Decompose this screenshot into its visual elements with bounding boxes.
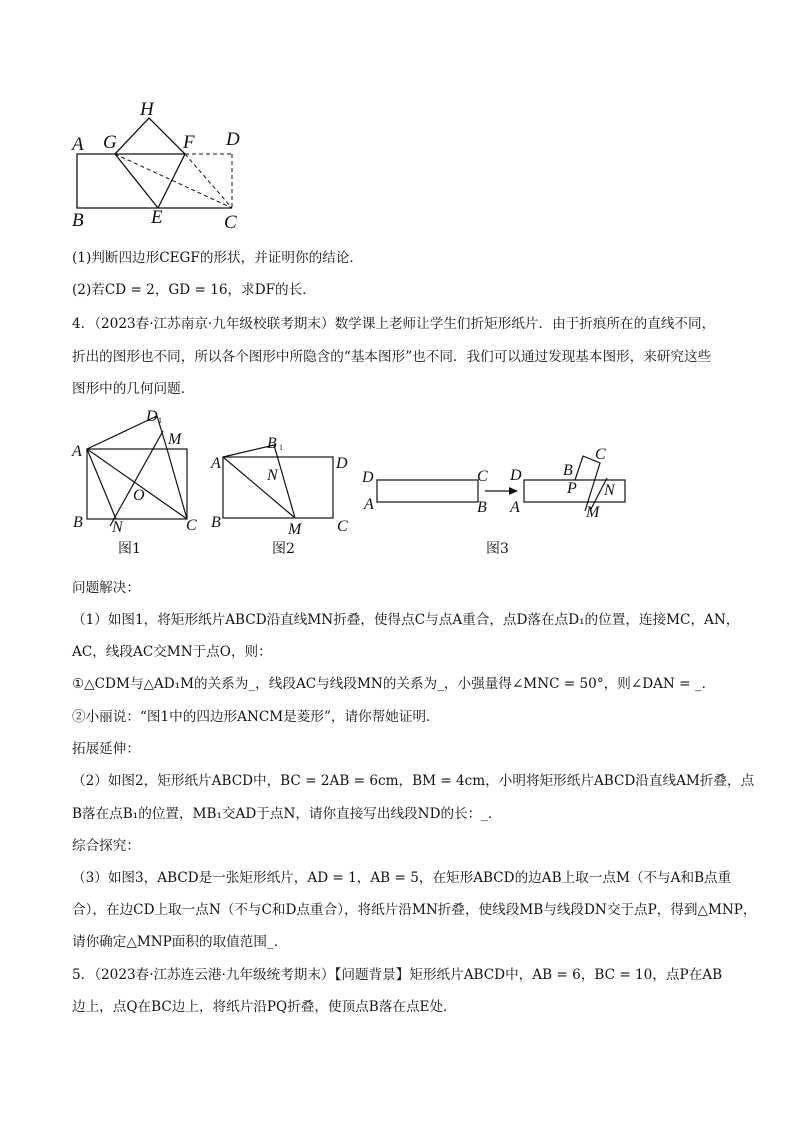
figure-3 xyxy=(360,440,640,525)
figure-2 xyxy=(210,428,360,538)
fig3b-label-n: N xyxy=(604,482,615,499)
part1-item1: ①△CDM与△AD₁M的关系为_，线段AC与线段MN的关系为_，小强量得∠MNC = 50°，则∠DAN = _． xyxy=(72,676,716,692)
part1-line2: AC，线段AC交MN于点O，则： xyxy=(72,644,272,660)
fig2-label-m: M xyxy=(288,521,302,538)
fig1-label-d: D xyxy=(146,408,158,425)
fig3-caption: 图3 xyxy=(486,541,509,557)
label-h: H xyxy=(140,99,154,120)
part1-line1: （1）如图1，将矩形纸片ABCD沿直线MN折叠，使得点C与点A重合，点D落在点D₁的位置，连接MC，AN， xyxy=(72,612,740,628)
q3-sub1: (1)判断四边形CEGF的形状，并证明你的结论． xyxy=(72,250,363,266)
fig3b-label-b: B xyxy=(563,462,573,479)
label-a: A xyxy=(72,134,84,155)
fig3b-label-p: P xyxy=(567,480,577,497)
figure-rectangle-fold-gf xyxy=(70,98,250,236)
q4-line1: 4．（2023春·江苏南京·九年级校联考期末）数学课上老师让学生们折矩形纸片．由于折痕所在的直线不同， xyxy=(72,316,716,332)
fig3b-label-m: M xyxy=(586,504,600,521)
fig1-mn xyxy=(110,431,163,526)
fig1-label-d-sub: 1 xyxy=(158,416,162,425)
part3-line2: 合），在边CD上取一点N（不与C和D点重合），将纸片沿MN折叠，使线段MB与线段DN交于点P，得到△MNP， xyxy=(72,902,757,918)
q5-line1: 5．（2023春·江苏连云港·九年级统考期末）【问题背景】矩形纸片ABCD中，AB = 6，BC = 10，点P在AB xyxy=(72,967,723,983)
fig1-caption: 图1 xyxy=(118,541,141,557)
fig2-label-b1: B xyxy=(267,435,277,452)
fig2-rect xyxy=(223,457,333,518)
fig2-label-a: A xyxy=(211,455,221,472)
part2-line2: B落在点B₁的位置，MB₁交AD于点N，请你直接写出线段ND的长：_． xyxy=(72,806,502,822)
fig2-am xyxy=(223,457,295,518)
figure-1 xyxy=(70,404,205,534)
fig3b-label-a: A xyxy=(510,499,520,516)
fig2-caption: 图2 xyxy=(272,541,295,557)
q3-sub2: (2)若CD = 2，GD = 16，求DF的长． xyxy=(72,282,316,298)
part2-line1: （2）如图2，矩形纸片ABCD中，BC = 2AB = 6cm，BM = 4cm，小明将矩形纸片ABCD沿直线AM折叠，点 xyxy=(72,773,755,789)
fig1-label-o: O xyxy=(133,487,145,504)
label-b: B xyxy=(72,210,84,231)
part1-item2: ②小丽说：“图1中的四边形ANCM是菱形”，请你帮她证明． xyxy=(72,709,440,725)
part3-line1: （3）如图3，ABCD是一张矩形纸片，AD = 1，AB = 5，在矩形ABCD的边AB上取一点M（不与A和B点重 xyxy=(72,870,732,886)
dashed-fc xyxy=(185,154,232,208)
fig3a-label-d: D xyxy=(362,469,374,486)
fig1-label-c: C xyxy=(186,517,197,534)
fig2-label-n: N xyxy=(267,467,278,484)
q4-line3: 图形中的几何问题． xyxy=(72,381,195,397)
fig1-label-a: A xyxy=(72,443,82,460)
solve-title: 问题解决： xyxy=(72,580,140,596)
explore-title: 综合探究： xyxy=(72,838,140,854)
fig3-fold-flap xyxy=(575,456,600,511)
fig3a-label-c: C xyxy=(477,468,488,485)
fig1-mc xyxy=(167,449,187,519)
label-e: E xyxy=(151,207,163,228)
folded-flap xyxy=(115,118,185,208)
label-c: C xyxy=(224,212,237,233)
part3-line3: 请你确定△MNP面积的取值范围_． xyxy=(72,934,288,950)
fig2-label-d: D xyxy=(336,455,348,472)
fig3a-label-b: B xyxy=(477,499,487,516)
fig3b-label-c: C xyxy=(595,446,606,463)
fig3-strip-before xyxy=(377,480,478,502)
fig2-label-b: B xyxy=(211,514,221,531)
label-f: F xyxy=(183,132,195,153)
dashed-gc xyxy=(115,154,232,208)
fig2-label-b1-sub: 1 xyxy=(279,443,283,452)
label-g: G xyxy=(103,132,117,153)
fig2-flap xyxy=(223,445,295,518)
fig2-label-c: C xyxy=(337,518,348,535)
fig3b-label-d: D xyxy=(510,467,522,484)
q5-line2: 边上，点Q在BC边上，将纸片沿PQ折叠，使顶点B落在点E处． xyxy=(72,999,457,1015)
fig1-label-m: M xyxy=(168,431,182,448)
label-d: D xyxy=(226,129,240,150)
fig3-arrow-head xyxy=(509,487,518,495)
q4-line2: 折出的图形也不同，所以各个图形中所隐含的“基本图形”也不同．我们可以通过发现基本图形，来研究这些 xyxy=(72,349,712,365)
segment-ge xyxy=(115,154,158,208)
extend-title: 拓展延伸： xyxy=(72,741,140,757)
fig3a-label-a: A xyxy=(364,496,374,513)
fig1-label-b: B xyxy=(73,514,83,531)
fig1-label-n: N xyxy=(112,519,123,534)
